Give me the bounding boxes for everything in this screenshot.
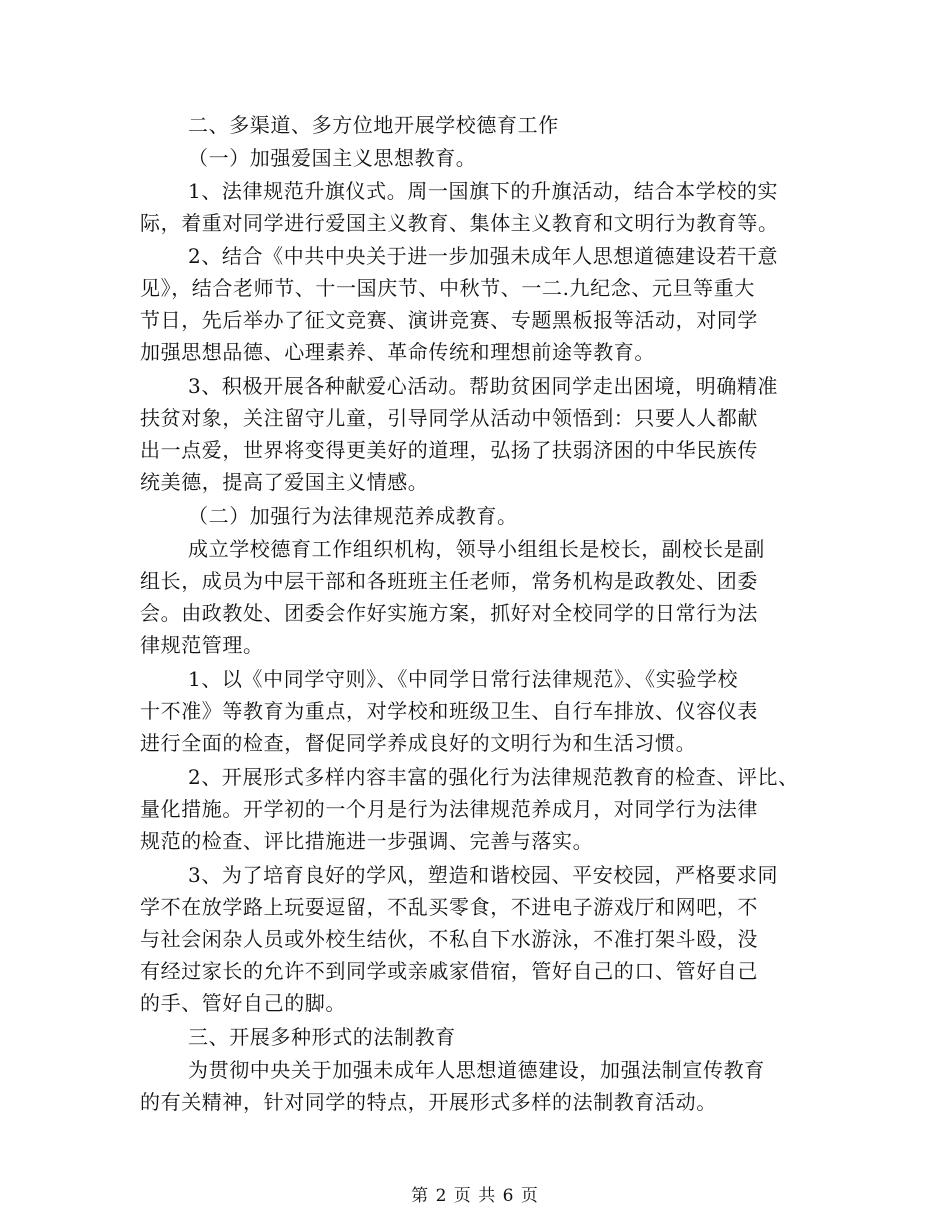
paragraph-line: 量化措施。开学初的一个月是行为法律规范养成月，对同学行为法律 [140, 797, 758, 821]
paragraph-line: 扶贫对象，关注留守儿童，引导同学从活动中领悟到：只要人人都献 [140, 406, 758, 430]
paragraph-line: 统美德，提高了爱国主义情感。 [140, 470, 429, 494]
paragraph-line: 为贯彻中央关于加强未成年人思想道德建设，加强法制宣传教育 [188, 1058, 765, 1082]
paragraph-line: 2、结合《中共中央关于进一步加强未成年人思想道德建设若干意 [188, 244, 779, 268]
paragraph-line: 与社会闲杂人员或外校生结伙，不私自下水游泳，不准打架斗殴，没 [140, 927, 758, 951]
paragraph-line: 出一点爱，世界将变得更美好的道理，弘扬了扶弱济困的中华民族传 [140, 438, 758, 462]
paragraph-line: 进行全面的检查，督促同学养成良好的文明行为和生活习惯。 [140, 731, 697, 755]
section-heading-2: 二、多渠道、多方位地开展学校德育工作 [188, 113, 559, 137]
paragraph-line: 的手、管好自己的脚。 [140, 991, 346, 1015]
paragraph-line: 1、法律规范升旗仪式。周一国旗下的升旗活动，结合本学校的实 [188, 179, 779, 203]
paragraph-line: 规范的检查、评比措施进一步强调、完善与落实。 [140, 829, 594, 853]
paragraph-line: 成立学校德育工作组织机构，领导小组组长是校长，副校长是副 [188, 537, 765, 561]
paragraph-line: 节日，先后举办了征文竞赛、演讲竞赛、专题黑板报等活动，对同学 [140, 308, 758, 332]
paragraph-line: 1、以《中同学守则》、《中同学日常行法律规范》、《实验学校 [188, 667, 739, 691]
paragraph-line: 会。由政教处、团委会作好实施方案，抓好对全校同学的日常行为法 [140, 601, 758, 625]
paragraph-line: 2、开展形式多样内容丰富的强化行为法律规范教育的检查、评比、 [188, 765, 799, 789]
paragraph-line: 有经过家长的允许不到同学或亲戚家借宿，管好自己的口、管好自己 [140, 959, 758, 983]
subsection-heading-1: （一）加强爱国主义思想教育。 [188, 146, 477, 170]
paragraph-line: 律规范管理。 [140, 633, 264, 657]
paragraph-line: 的有关精神，针对同学的特点，开展形式多样的法制教育活动。 [140, 1090, 717, 1114]
paragraph-line: 组长，成员为中层干部和各班班主任老师，常务机构是政教处、团委 [140, 569, 758, 593]
page-number-footer: 第 2 页 共 6 页 [411, 1186, 539, 1206]
subsection-heading-2: （二）加强行为法律规范养成教育。 [188, 504, 518, 528]
paragraph-line: 3、为了培育良好的学风，塑造和谐校园、平安校园，严格要求同 [188, 863, 779, 887]
section-heading-3: 三、开展多种形式的法制教育 [188, 1025, 456, 1049]
paragraph-line: 加强思想品德、心理素养、革命传统和理想前途等教育。 [140, 340, 655, 364]
paragraph-line: 际，着重对同学进行爱国主义教育、集体主义教育和文明行为教育等。 [140, 211, 779, 235]
paragraph-line: 3、积极开展各种献爱心活动。帮助贫困同学走出困境，明确精准 [188, 374, 779, 398]
paragraph-line: 学不在放学路上玩耍逗留，不乱买零食，不进电子游戏厅和网吧，不 [140, 895, 758, 919]
paragraph-line: 十不准》等教育为重点，对学校和班级卫生、自行车排放、仪容仪表 [140, 699, 758, 723]
paragraph-line: 见》，结合老师节、十一国庆节、中秋节、一二.九纪念、元旦等重大 [140, 276, 755, 300]
